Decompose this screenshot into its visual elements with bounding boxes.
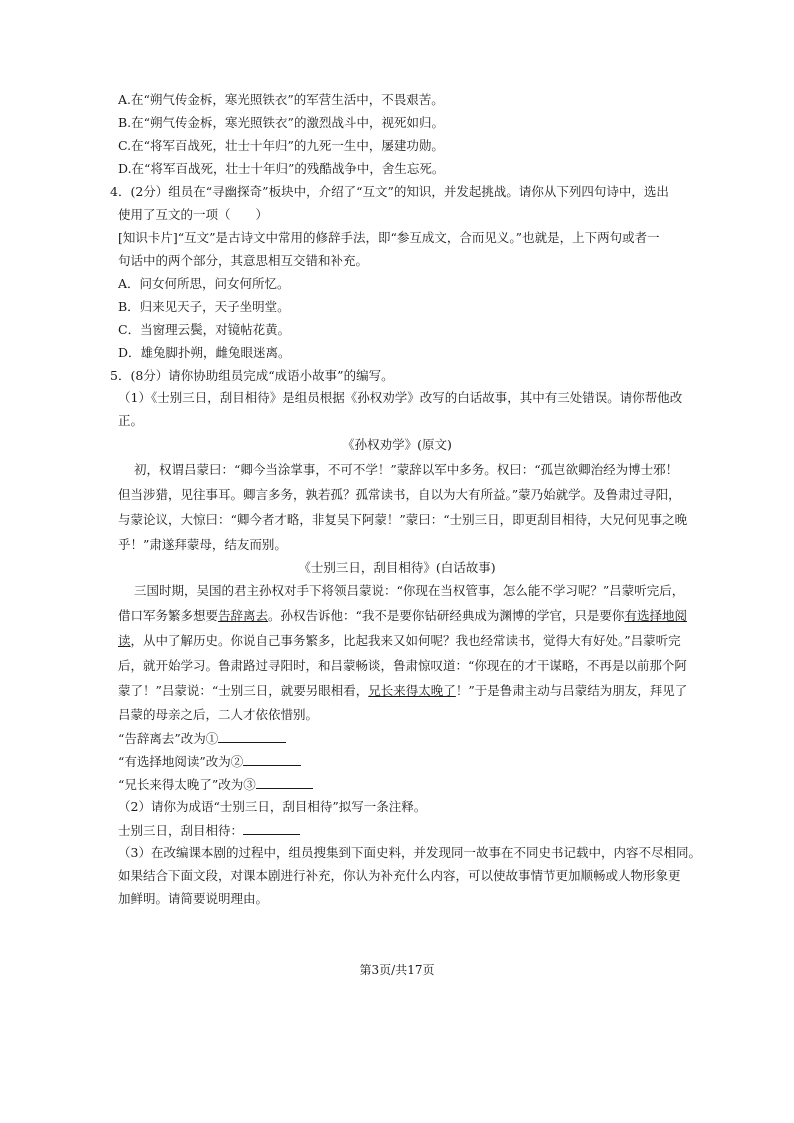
q4-stem-line1: 4．(2分）组员在“寻幽探奇”板块中，介绍了“互文”的知识，并发起挑战。请你从下列四句诗中，选出: [110, 184, 669, 199]
story-line-4: 后，就开始学习。鲁肃路过寻阳时，和吕蒙畅谈，鲁肃惊叹道：“你现在的才干谋略，不再是以前那个阿: [118, 658, 687, 673]
story-title: 《士别三日，刮目相待》(白话故事): [298, 560, 496, 575]
story-text: 借口军务繁多想要: [118, 608, 219, 623]
q3-option-c: C.在“将军百战死，壮士十年归”的九死一生中，屡建功勋。: [118, 138, 444, 153]
q5-part1-line1: （1）《士别三日，刮目相待》是组员根据《孙权劝学》改写的白话故事，其中有三处错误。请你帮他改: [118, 390, 683, 405]
error-phrase-1: 告辞离去: [218, 608, 269, 623]
fix-label: “告辞离去”改为①: [118, 731, 219, 746]
q5-part3-line3: 加鲜明。请简要说明理由。: [118, 891, 269, 906]
original-text-line: 但当涉猎，见往事耳。卿言多务，孰若孤？孤常读书，自以为大有所益。”蒙乃始就学。及鲁肃过寻阳，: [118, 487, 681, 502]
story-line-5: [118, 683, 687, 699]
q4-option-c: C．当窗理云鬓，对镜帖花黄。: [118, 322, 291, 337]
fix-1: [118, 730, 286, 747]
q4-option-b: B．归来见天子，天子坐明堂。: [118, 299, 290, 314]
q5-part3-line1: （3）在改编课本剧的过程中，组员搜集到下面史料，并发现同一故事在不同史书记载中，内容不尽相同。: [118, 845, 701, 860]
answer-blank[interactable]: [243, 753, 301, 766]
error-phrase-2: 有选择地阅: [624, 608, 687, 623]
fix-label: “有选择地阅读”改为②: [118, 754, 244, 769]
answer-blank[interactable]: [243, 822, 300, 835]
original-text-title: 《孙权劝学》(原文): [342, 437, 452, 452]
q3-option-b: B.在“朔气传金柝，寒光照铁衣”的激烈战斗中，视死如归。: [118, 115, 444, 130]
fix-label: “兄长来得太晚了”改为③: [118, 777, 256, 792]
q3-option-d: D.在“将军百战死，壮士十年归”的残酷战争中，舍生忘死。: [118, 161, 445, 176]
original-text-line: 乎！”肃遂拜蒙母，结友而别。: [118, 537, 287, 552]
answer-label: 士别三日，刮目相待：: [118, 823, 244, 838]
q5-part2-answer: [118, 822, 300, 839]
story-text: 蒙了！”吕蒙说：“士别三日，就要另眼相看，: [118, 683, 369, 698]
error-phrase-2-end: 读: [118, 633, 131, 648]
story-text: ，从中了解历史。你说自己事务繁多，比起我来又如何呢？我也经常读书，觉得大有好处。”吕蒙听完: [130, 633, 681, 648]
q4-option-a: A．问女何所思，问女何所忆。: [118, 276, 290, 291]
q5-part3-line2: 如果结合下面文段，对课本剧进行补充，你认为补充什么内容，可以使故事情节更加顺畅或人物形象更: [118, 868, 681, 883]
story-text: 。孙权告诉他：“我不是要你钻研经典成为渊博的学官，只是要你: [268, 608, 625, 623]
page-footer: 第3页/共17页: [359, 963, 435, 977]
q5-part1-line2: 正。: [118, 413, 144, 428]
q5-stem: 5．(8分）请你协助组员完成“成语小故事”的编写。: [110, 368, 394, 383]
story-line-3: [118, 633, 681, 649]
q3-option-a: A.在“朔气传金柝，寒光照铁衣”的军营生活中，不畏艰苦。: [118, 92, 444, 107]
story-line-6: 吕蒙的母亲之后，二人才依依惜别。: [118, 707, 319, 722]
story-text: ！”于是鲁肃主动与吕蒙结为朋友，拜见了: [455, 683, 688, 698]
q4-card-line1: [知识卡片]“互文”是古诗文中常用的修辞手法，即“参互成文，合而见义。”也就是，上下两句或者一: [118, 230, 660, 245]
fix-3: [118, 776, 313, 793]
answer-blank[interactable]: [256, 776, 313, 789]
fix-2: [118, 753, 301, 770]
q4-option-d: D．雄兔脚扑朔，雌兔眼迷离。: [118, 345, 291, 360]
error-phrase-3: 兄长来得太晚了: [368, 683, 456, 698]
q5-part2: （2）请你为成语“士别三日，刮目相待”拟写一条注释。: [118, 799, 427, 814]
q4-card-line2: 句话中的两个部分，其意思相互交错和补充。: [118, 253, 369, 268]
answer-blank[interactable]: [218, 730, 286, 743]
q4-stem-line2: 使用了互文的一项（ ）: [118, 207, 269, 222]
original-text-line: 与蒙论议，大惊曰：“卿今者才略，非复吴下阿蒙！”蒙曰：“士别三日，即更刮目相待，大兄何见事之晚: [118, 512, 688, 527]
story-line-1: 三国时期，吴国的君主孙权对手下将领吕蒙说：“你现在当权管事，怎么能不学习呢？”吕蒙听完后，: [134, 583, 685, 598]
original-text-line: 初，权谓吕蒙曰：“卿今当涂掌事，不可不学！”蒙辞以军中多务。权曰：“孤岂欲卿治经为博士邪！: [134, 462, 679, 477]
story-line-2: [118, 608, 687, 624]
